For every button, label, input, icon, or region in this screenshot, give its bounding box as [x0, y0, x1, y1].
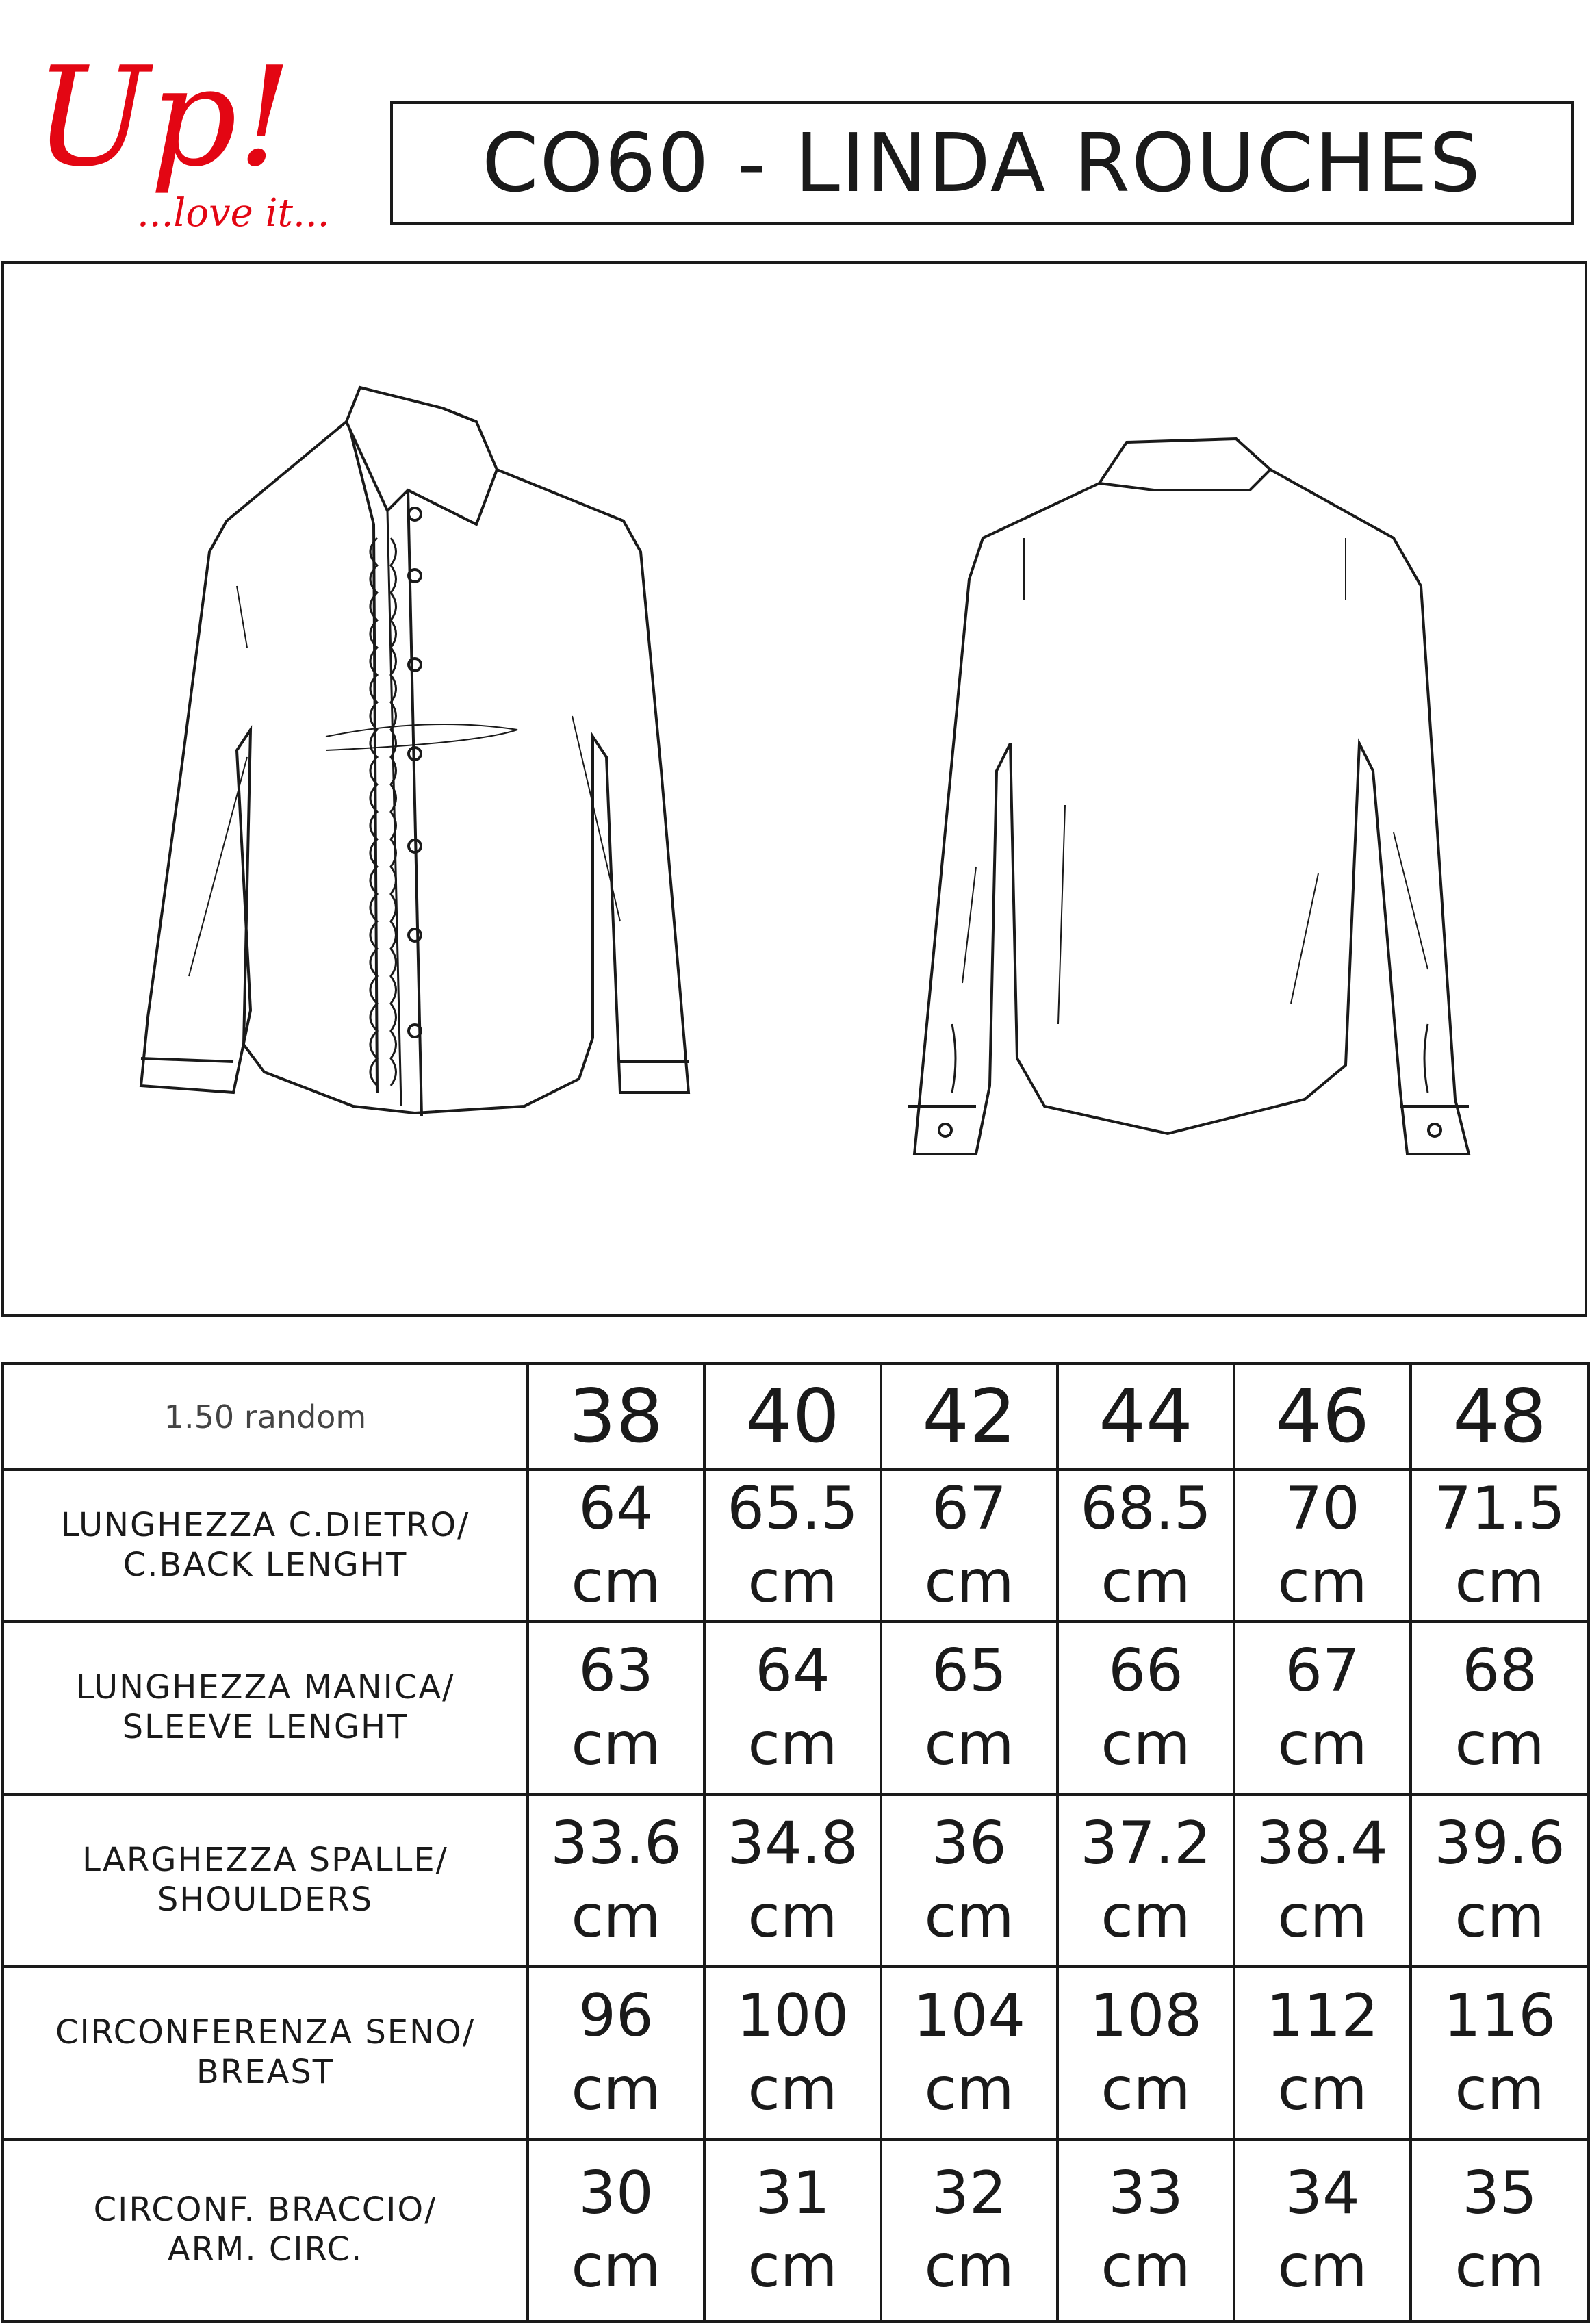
cell: 34 cm: [1234, 2139, 1411, 2321]
cell: 67 cm: [1234, 1622, 1411, 1794]
table-row: [3, 1794, 1589, 1967]
row-label: LUNGHEZZA C.DIETRO/ C.BACK LENGHT: [3, 1470, 528, 1622]
shirt-back-drawing: [908, 439, 1469, 1154]
cell: 108 cm: [1057, 1967, 1234, 2139]
size-38: 38: [528, 1364, 704, 1470]
size-table: [1, 1362, 1590, 2323]
size-44: 44: [1057, 1364, 1234, 1470]
cell: 66 cm: [1057, 1622, 1234, 1794]
table-header-row: [3, 1364, 1589, 1470]
drawing-panel: [1, 261, 1587, 1317]
cell: 37.2 cm: [1057, 1794, 1234, 1967]
logo-main: Up!: [34, 38, 292, 197]
table-row: [3, 1622, 1589, 1794]
cell: 68.5 cm: [1057, 1470, 1234, 1622]
cell: 65 cm: [881, 1622, 1057, 1794]
cell: 33.6 cm: [528, 1794, 704, 1967]
row-label: LARGHEZZA SPALLE/ SHOULDERS: [3, 1794, 528, 1967]
cell: 36 cm: [881, 1794, 1057, 1967]
table-row: [3, 1967, 1589, 2139]
size-46: 46: [1234, 1364, 1411, 1470]
size-42: 42: [881, 1364, 1057, 1470]
logo-tagline: ...love it...: [137, 191, 330, 235]
row-label: CIRCONFERENZA SENO/ BREAST: [3, 1967, 528, 2139]
cell: 39.6 cm: [1411, 1794, 1589, 1967]
cell: 70 cm: [1234, 1470, 1411, 1622]
shirt-front-drawing: [141, 387, 689, 1116]
cell: 96 cm: [528, 1967, 704, 2139]
table-row: [3, 2139, 1589, 2321]
cell: 64 cm: [528, 1470, 704, 1622]
row-label: CIRCONF. BRACCIO/ ARM. CIRC.: [3, 2139, 528, 2321]
cell: 38.4 cm: [1234, 1794, 1411, 1967]
cell: 65.5 cm: [704, 1470, 881, 1622]
cell: 64 cm: [704, 1622, 881, 1794]
cell: 63 cm: [528, 1622, 704, 1794]
cell: 30 cm: [528, 2139, 704, 2321]
title-box: [390, 101, 1574, 225]
brand-logo: [27, 27, 349, 240]
table-row: [3, 1470, 1589, 1622]
size-48: 48: [1411, 1364, 1589, 1470]
cell: 112 cm: [1234, 1967, 1411, 2139]
cell: 31 cm: [704, 2139, 881, 2321]
cell: 100 cm: [704, 1967, 881, 2139]
cell: 34.8 cm: [704, 1794, 881, 1967]
header-note: 1.50 random: [3, 1364, 528, 1470]
row-label: LUNGHEZZA MANICA/ SLEEVE LENGHT: [3, 1622, 528, 1794]
cell: 68 cm: [1411, 1622, 1589, 1794]
size-40: 40: [704, 1364, 881, 1470]
cell: 71.5 cm: [1411, 1470, 1589, 1622]
cell: 104 cm: [881, 1967, 1057, 2139]
cell: 33 cm: [1057, 2139, 1234, 2321]
cell: 116 cm: [1411, 1967, 1589, 2139]
cell: 35 cm: [1411, 2139, 1589, 2321]
cell: 67 cm: [881, 1470, 1057, 1622]
cell: 32 cm: [881, 2139, 1057, 2321]
page-title: CO60 - LINDA ROUCHES: [482, 116, 1482, 210]
